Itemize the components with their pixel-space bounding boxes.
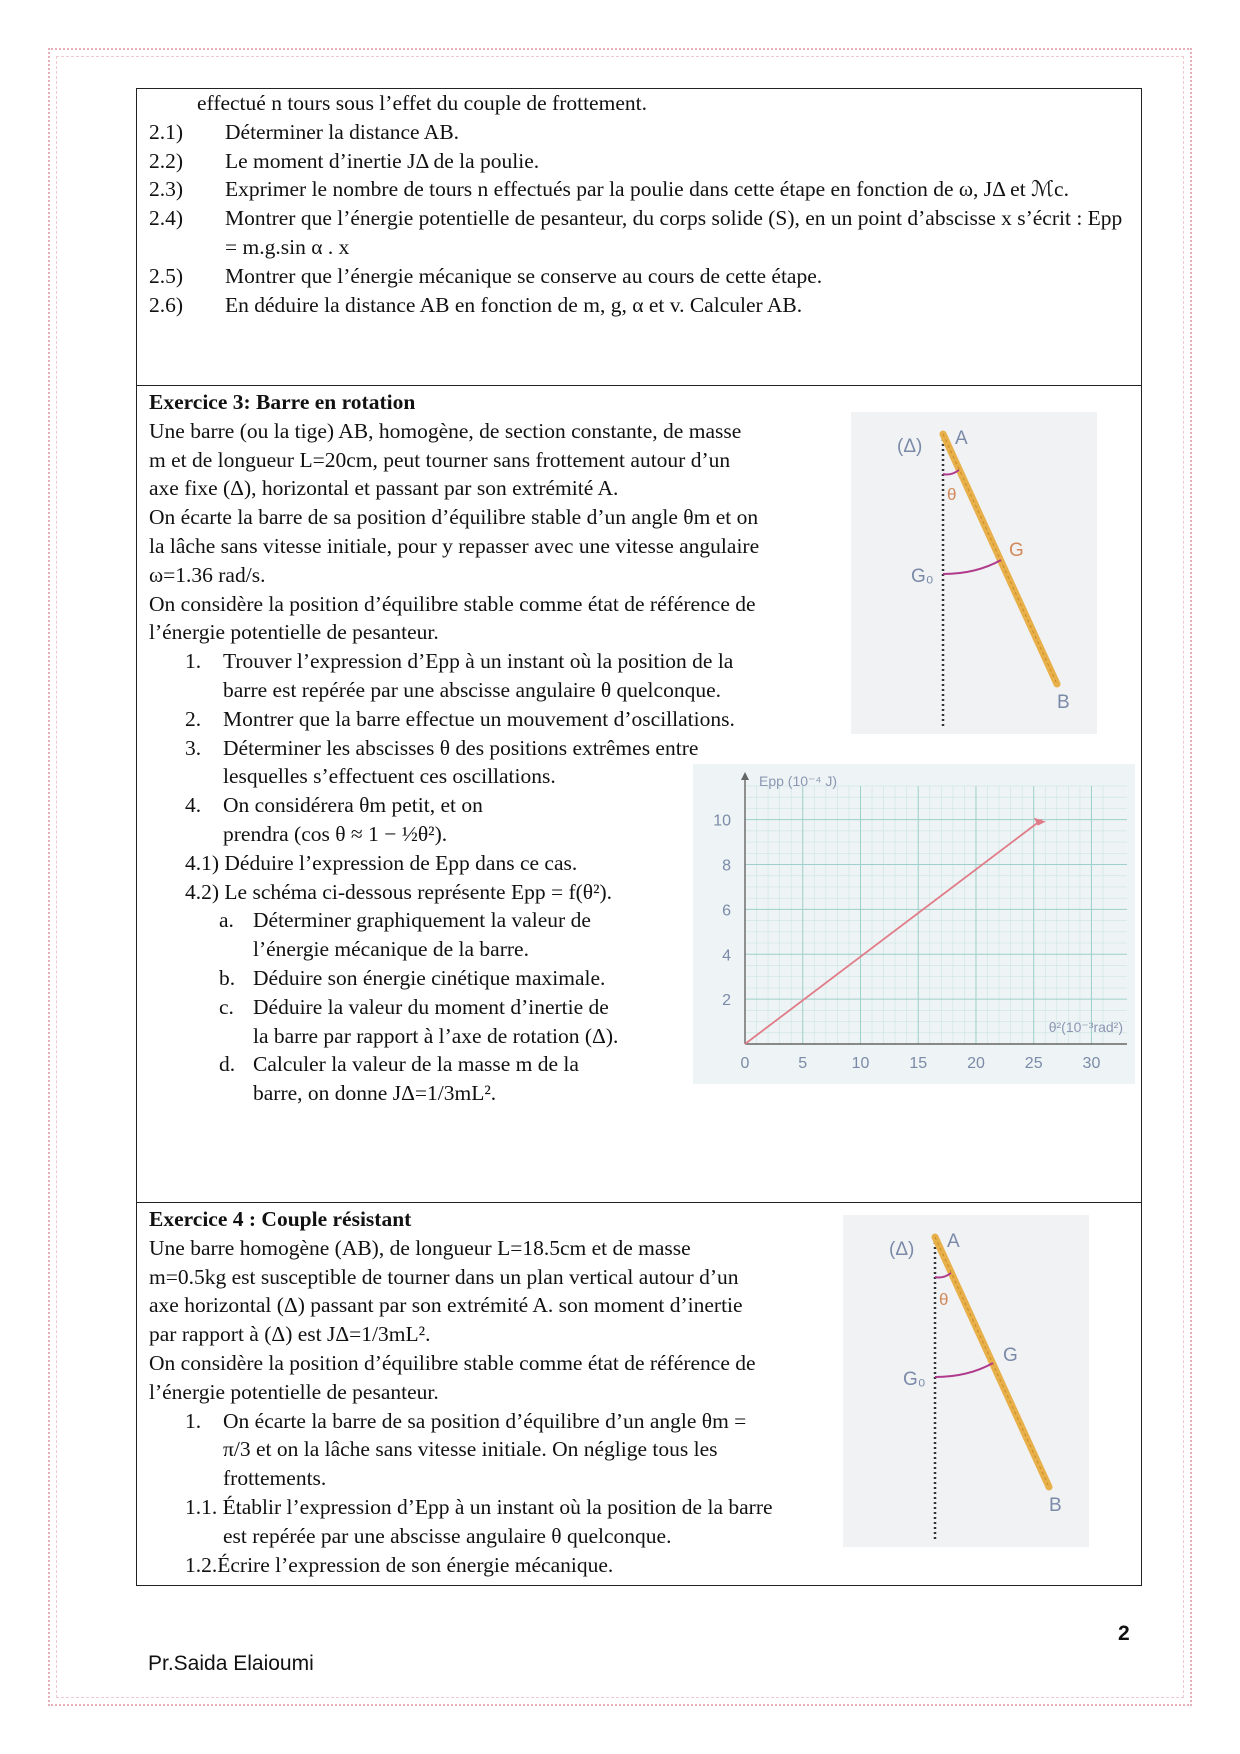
question-item bbox=[149, 204, 1131, 262]
question-text: Montrer que l’énergie potentielle de pesanteur, du corps solide (S), en un point d’abscisse x s’écrit : Epp = m.g.sin α . x bbox=[225, 206, 1123, 259]
subquestion-list bbox=[185, 906, 619, 1108]
question-number: 2.1) bbox=[149, 119, 184, 144]
subquestion-text: Déduire son énergie cinétique maximale. bbox=[253, 965, 606, 990]
x-axis-label: θ²(10⁻³rad²) bbox=[1048, 1019, 1123, 1035]
angle-arc bbox=[943, 470, 959, 475]
exercise-3-paragraph-1: Une barre (ou la tige) AB, homogène, de section constante, de masse m et de longueur L=20cm, peut tourner sans frottement autour d’un axe fixe (Δ), horizontal et passant par son extrémité A. bbox=[149, 418, 742, 501]
bar-rod bbox=[935, 1237, 1049, 1487]
exercise-2-continuation bbox=[136, 88, 1142, 385]
subquestion-item bbox=[219, 964, 619, 993]
question-4-1: 4.1) Déduire l’expression de Epp dans ce cas. bbox=[185, 850, 578, 875]
list-number: 4. bbox=[185, 793, 202, 818]
list-number: 1. bbox=[185, 1408, 202, 1433]
axis-label: (Δ) bbox=[897, 436, 923, 457]
exercise-3-paragraph-3: On considère la position d’équilibre stable comme état de référence de l’énergie potentielle de pesanteur. bbox=[149, 591, 756, 645]
y-tick-label: 6 bbox=[722, 902, 731, 920]
angle-arc bbox=[935, 1273, 951, 1278]
question-4-line-1: On considérera θm petit, et on bbox=[223, 793, 483, 818]
exercise-4-paragraph-1: Une barre homogène (AB), de longueur L=18.5cm et de masse m=0.5kg est susceptible de tourner dans un plan vertical autour d’un axe horizontal (Δ) passant par son extrémité A. son moment d’inertie par rapport à (Δ) est JΔ=1/3mL². bbox=[149, 1235, 743, 1347]
exercise-3-text-top bbox=[149, 417, 761, 590]
y-axis-label: Epp (10⁻⁴ J) bbox=[759, 773, 837, 789]
exercise-4 bbox=[136, 1202, 1142, 1586]
x-tick-label: 10 bbox=[851, 1055, 870, 1072]
bar-rod bbox=[943, 434, 1057, 684]
list-text: On écarte la barre de sa position d’équilibre d’un angle θm = π/3 et on la lâche sans vitesse initiale. On néglige tous les frottements. bbox=[223, 1408, 747, 1491]
x-tick-label: 15 bbox=[909, 1055, 928, 1072]
list-text: Déterminer les abscisses θ des positions extrêmes entre lesquelles s’effectuent ces oscillations. bbox=[223, 735, 699, 789]
bar-figure-2 bbox=[843, 1215, 1089, 1547]
list-item bbox=[185, 647, 775, 705]
question-item bbox=[149, 291, 1131, 320]
section1-intro: effectué n tours sous l’effet du couple de frottement. bbox=[197, 91, 647, 115]
x-tick-label: 0 bbox=[740, 1055, 750, 1072]
section1-question-list bbox=[149, 118, 1131, 320]
exercise-4-title: Exercice 4 : Couple résistant bbox=[149, 1207, 412, 1231]
subquestion-letter: b. bbox=[219, 965, 236, 990]
subquestion-item bbox=[219, 1050, 619, 1108]
exercise-3-questions bbox=[149, 647, 775, 849]
x-tick-label: 30 bbox=[1082, 1055, 1101, 1072]
bar-diagram-2 bbox=[843, 1215, 1089, 1547]
list-number: 3. bbox=[185, 735, 202, 760]
list-text: Trouver l’expression d’Epp à un instant où la position de la barre est repérée par une abscisse angulaire θ quelconque. bbox=[223, 649, 734, 702]
subquestion-item bbox=[219, 993, 619, 1051]
point-g0-label: G₀ bbox=[903, 1369, 926, 1390]
question-text: Montrer que l’énergie mécanique se conserve au cours de cette étape. bbox=[225, 263, 823, 288]
question-number: 2.4) bbox=[149, 206, 184, 231]
list-number: 1. bbox=[185, 649, 202, 674]
y-axis-arrow bbox=[741, 772, 749, 780]
author-name: Pr.Saida Elaioumi bbox=[148, 1652, 314, 1675]
x-tick-label: 5 bbox=[798, 1055, 808, 1072]
axis-label: (Δ) bbox=[889, 1239, 915, 1260]
list-text: Montrer que la barre effectue un mouvement d’oscillations. bbox=[223, 706, 735, 731]
exercise-3-paragraph-2: On écarte la barre de sa position d’équilibre stable d’un angle θm et on la lâche sans vitesse initiale, pour y repasser avec une vitesse angulaire ω=1.36 rad/s. bbox=[149, 505, 760, 587]
subquestion-item bbox=[219, 906, 619, 964]
exercise-3 bbox=[136, 385, 1142, 1202]
y-tick-label: 8 bbox=[722, 857, 731, 875]
x-tick-label: 20 bbox=[967, 1055, 985, 1072]
point-a-label: A bbox=[947, 1231, 960, 1252]
epp-chart-svg bbox=[693, 764, 1135, 1084]
question-1-2: 1.2.Écrire l’expression de son énergie mécanique. bbox=[185, 1552, 614, 1577]
exercise-3-subquestions bbox=[149, 849, 625, 1108]
list-item bbox=[185, 705, 775, 734]
g-arc bbox=[935, 1363, 993, 1377]
g-arc bbox=[943, 560, 1001, 574]
epp-chart bbox=[693, 764, 1135, 1084]
y-tick-label: 4 bbox=[722, 947, 731, 965]
exercise-4-questions bbox=[149, 1407, 775, 1580]
y-tick-label: 10 bbox=[713, 812, 731, 830]
question-text: Déterminer la distance AB. bbox=[225, 119, 460, 144]
subquestion-letter: d. bbox=[219, 1052, 236, 1077]
question-item bbox=[149, 147, 1131, 176]
point-g0-label: G₀ bbox=[911, 566, 934, 587]
question-text: Exprimer le nombre de tours n effectués par la poulie dans cette étape en fonction de ω, JΔ et ℳc. bbox=[225, 177, 1069, 202]
bar-diagram-1 bbox=[851, 412, 1097, 734]
angle-label: θ bbox=[947, 485, 957, 504]
question-number: 2.6) bbox=[149, 292, 184, 317]
exercise-3-title: Exercice 3: Barre en rotation bbox=[149, 390, 416, 414]
angle-label: θ bbox=[939, 1290, 949, 1309]
subquestion-text: Déduire la valeur du moment d’inertie de la barre par rapport à l’axe de rotation (Δ). bbox=[253, 994, 619, 1048]
list-item bbox=[185, 734, 775, 792]
subquestion-letter: c. bbox=[219, 994, 234, 1019]
document-body bbox=[136, 88, 1142, 1586]
question-1-1: 1.1. Établir l’expression d’Epp à un instant où la position de la barre est repérée par une abscisse angulaire θ quelconque. bbox=[185, 1494, 773, 1548]
page-number: 2 bbox=[1118, 1622, 1130, 1645]
list-item bbox=[185, 1407, 775, 1493]
list-number: 2. bbox=[185, 706, 202, 731]
point-g-label: G bbox=[1009, 540, 1024, 561]
point-b-label: B bbox=[1049, 1495, 1062, 1516]
y-tick-label: 2 bbox=[722, 992, 731, 1010]
question-text: En déduire la distance AB en fonction de m, g, α et v. Calculer AB. bbox=[225, 292, 803, 317]
point-g-label: G bbox=[1003, 1345, 1018, 1366]
question-item bbox=[149, 262, 1131, 291]
subquestion-text: Calculer la valeur de la masse m de la barre, on donne JΔ=1/3mL². bbox=[253, 1052, 579, 1106]
subquestion-letter: a. bbox=[219, 908, 234, 933]
list-item bbox=[185, 791, 775, 849]
question-text: Le moment d’inertie JΔ de la poulie. bbox=[225, 148, 540, 173]
point-b-label: B bbox=[1057, 692, 1070, 713]
question-item bbox=[149, 118, 1131, 147]
point-a-label: A bbox=[955, 428, 968, 449]
bar-figure-1 bbox=[851, 412, 1097, 734]
question-item bbox=[149, 175, 1131, 204]
question-4-2: 4.2) Le schéma ci-dessous représente Epp = f(θ²). bbox=[185, 879, 613, 904]
x-tick-label: 25 bbox=[1024, 1055, 1043, 1072]
question-number: 2.3) bbox=[149, 177, 184, 202]
exercise-4-paragraph-2: On considère la position d’équilibre stable comme état de référence de l’énergie potentielle de pesanteur. bbox=[149, 1350, 756, 1404]
question-number: 2.2) bbox=[149, 148, 184, 173]
subquestion-text: Déterminer graphiquement la valeur de l’énergie mécanique de la barre. bbox=[253, 908, 591, 962]
question-4-line-2: prendra (cos θ ≈ 1 − ½θ²). bbox=[223, 821, 448, 846]
question-number: 2.5) bbox=[149, 263, 184, 288]
